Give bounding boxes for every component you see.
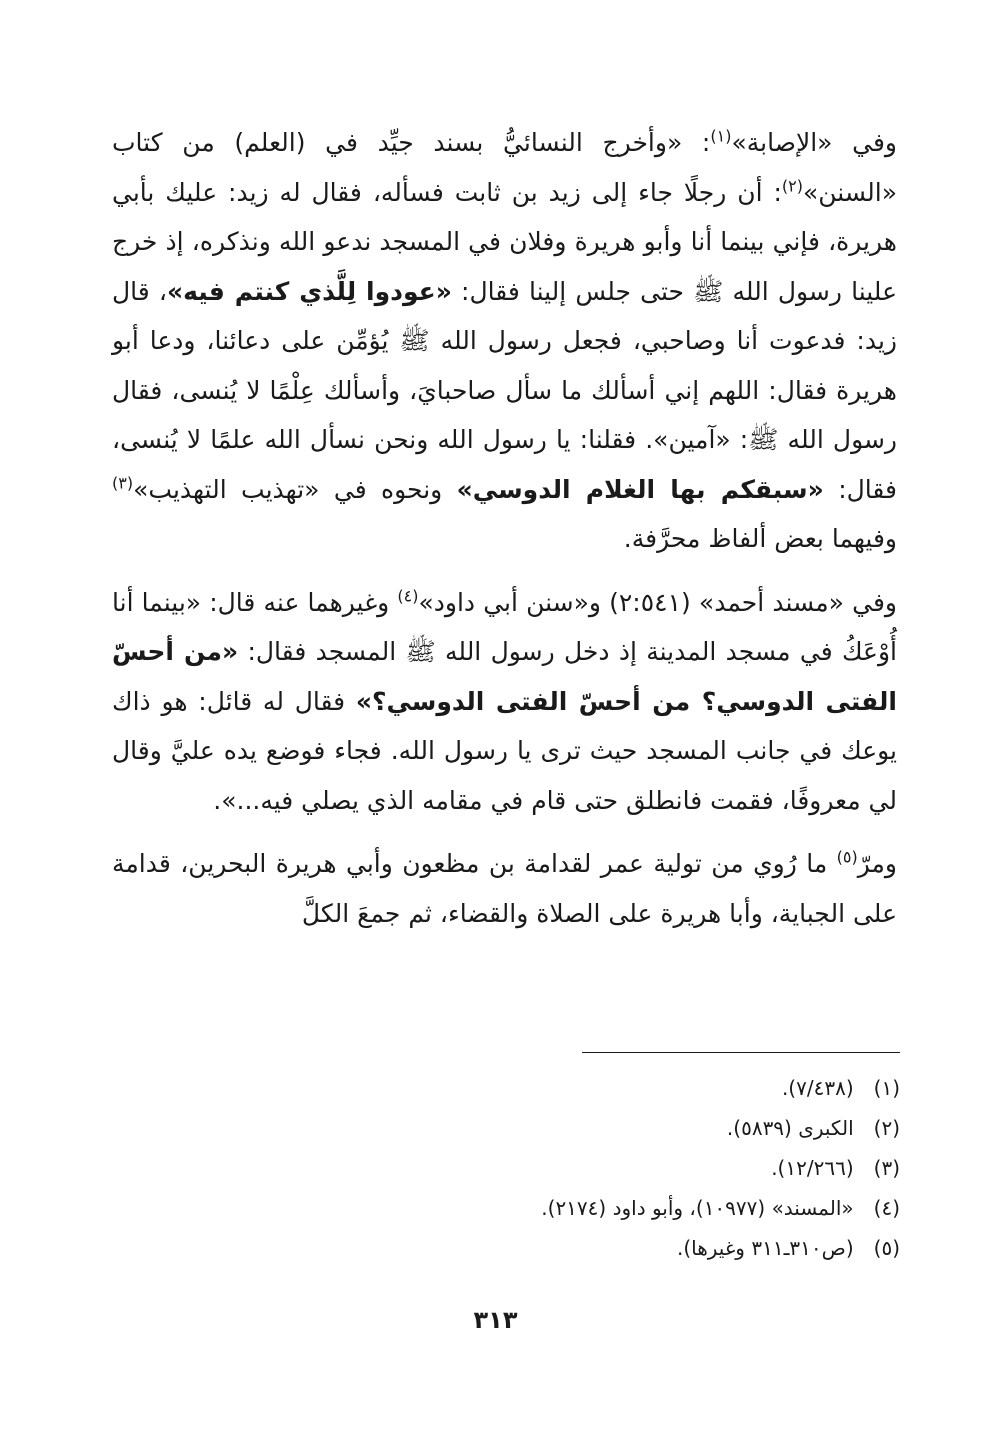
page-number: ٣١٣ (473, 1306, 518, 1334)
footnote-text: (٧/٤٣٨). (781, 1076, 854, 1100)
footnote-number: (٢) (873, 1116, 900, 1140)
main-text (112, 118, 897, 952)
footnote-reference: (٥) (836, 847, 858, 867)
hadith-quote: «من أحسّ الفتى الدوسي؟ من أحسّ الفتى الدوسي؟» (112, 637, 897, 716)
text-run: وفي «الإصابة» (731, 128, 898, 157)
footnote-text: الكبرى (٥٨٣٩). (726, 1116, 854, 1140)
footnote-reference: (٢) (781, 176, 803, 196)
text-run: : «وأخرج النسائيُّ بسند جيِّد في (العلم) من كتاب «السنن» (112, 128, 897, 207)
footnote-number: (٣) (873, 1156, 900, 1180)
footnote-reference: (٤) (397, 586, 419, 606)
footnote-text: (ص٣١٠ـ٣١١ وغيرها). (676, 1236, 854, 1260)
footnote-number: (٥) (873, 1236, 900, 1260)
text-run: ومرّ (857, 849, 897, 878)
text-run: وفي «مسند أحمد» (٢:٥٤١) و«سنن أبي داود» (418, 587, 897, 617)
text-run: : أن رجلًا جاء إلى زيد بن ثابت فسأله، فقال له زيد: عليك بأبي هريرة، فإني بينما أنا وأبو هريرة وفلان في المسجد ندعو الله ونذكره، إذ خرج علينا رسول الله ﷺ حتى جلس إلينا فقال: (112, 177, 897, 306)
footnote-reference: (٣) (112, 473, 134, 493)
hadith-quote: «عودوا لِلَّذي كنتم فيه» (166, 276, 452, 306)
footnote-item (400, 1188, 900, 1228)
text-run: ما رُوي من تولية عمر لقدامة بن مظعون وأبي هريرة البحرين، قدامة على الجباية، وأبا هريرة على الصلاة والقضاء، ثم جمعَ الكلَّ (112, 849, 897, 928)
footnote-text: (١٢/٢٦٦). (771, 1156, 854, 1180)
footnote-item (400, 1228, 900, 1268)
footnote-number: (١) (873, 1076, 900, 1100)
footnote-item (400, 1148, 900, 1188)
paragraph-1 (112, 118, 897, 564)
footnote-divider (582, 1052, 900, 1053)
hadith-quote: «سبقكم بها الغلام الدوسي» (456, 474, 824, 504)
footnote-number: (٤) (873, 1196, 900, 1220)
footnote-text: «المسند» (١٠٩٧٧)، وأبو داود (٢١٧٤). (541, 1196, 854, 1220)
footnote-item (400, 1068, 900, 1108)
footnote-reference: (١) (710, 126, 732, 146)
footnotes-list (400, 1068, 900, 1268)
text-run: ، قال زيد: فدعوت أنا وصاحبي، فجعل رسول الله ﷺ يُؤمِّن على دعائنا، ودعا أبو هريرة فقال: اللهم إني أسألك ما سأل صاحبايَ، وأسألك عِلْمًا لا يُنسى، فقال رسول الله ﷺ: «آمين». فقلنا: يا رسول الله ونحن نسأل الله علمًا لا يُنسى، فقال: (112, 276, 897, 504)
footnote-item (400, 1108, 900, 1148)
text-run: وفيهما بعض ألفاظ محرَّفة. (623, 524, 897, 553)
paragraph-3 (112, 839, 897, 938)
text-run: وغيرهما عنه قال: «بينما أنا أُوْعَكُ في مسجد المدينة إذ دخل رسول الله ﷺ المسجد فقال: (112, 587, 897, 666)
text-run: ونحوه في «تهذيب التهذيب» (133, 474, 457, 504)
text-run: فقال له قائل: هو ذاك يوعك في جانب المسجد حيث ترى يا رسول الله. فجاء فوضع يده عليَّ وقال لي معروفًا، فقمت فانطلق حتى قام في مقامه الذي يصلي فيه...». (112, 686, 897, 815)
paragraph-2 (112, 578, 897, 826)
